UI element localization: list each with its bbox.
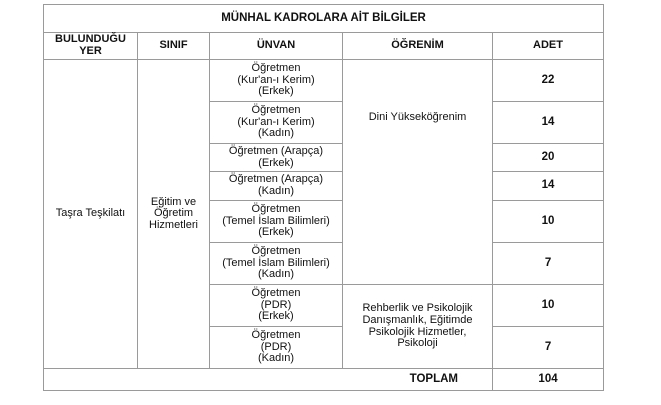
header-education: ÖĞRENİM [343,33,493,60]
total-value: 104 [493,369,604,391]
count-cell: 22 [493,60,604,102]
title-cell: Öğretmen (Temel İslam Bilimleri) (Kadın) [210,243,343,285]
location-cell: Taşra Teşkilatı [44,60,138,369]
total-row [44,369,604,391]
class-text: Eğitim ve Öğretim Hizmetleri [149,195,198,231]
title-cell: Öğretmen (Arapça) (Erkek) [210,144,343,172]
count-cell: 14 [493,172,604,201]
header-count: ADET [493,33,604,60]
table-title: MÜNHAL KADROLARA AİT BİLGİLER [44,5,604,33]
total-label: TOPLAM [44,369,493,391]
title-cell: Öğretmen (Kur'an-ı Kerim) (Erkek) [210,60,343,102]
count-cell: 14 [493,102,604,144]
count-cell: 10 [493,201,604,243]
vacant-positions-table [43,4,604,391]
count-cell: 10 [493,285,604,327]
title-cell: Öğretmen (PDR) (Kadın) [210,327,343,369]
education-text: Rehberlik ve Psikolojik Danışmanlık, Eğitimde Psikolojik Hizmetler, Psikoloji [362,302,473,350]
header-class: SINIF [138,33,210,60]
header-title: ÜNVAN [210,33,343,60]
header-location: BULUNDUĞU YER [44,33,138,60]
education-cell [343,285,493,369]
table-row [44,60,604,102]
count-cell: 7 [493,327,604,369]
title-cell: Öğretmen (Temel İslam Bilimleri) (Erkek) [210,201,343,243]
title-cell: Öğretmen (Arapça) (Kadın) [210,172,343,201]
education-cell: Dini Yükseköğrenim [343,60,493,285]
count-cell: 20 [493,144,604,172]
class-cell [138,60,210,369]
count-cell: 7 [493,243,604,285]
title-cell: Öğretmen (PDR) (Erkek) [210,285,343,327]
title-cell: Öğretmen (Kur'an-ı Kerim) (Kadın) [210,102,343,144]
